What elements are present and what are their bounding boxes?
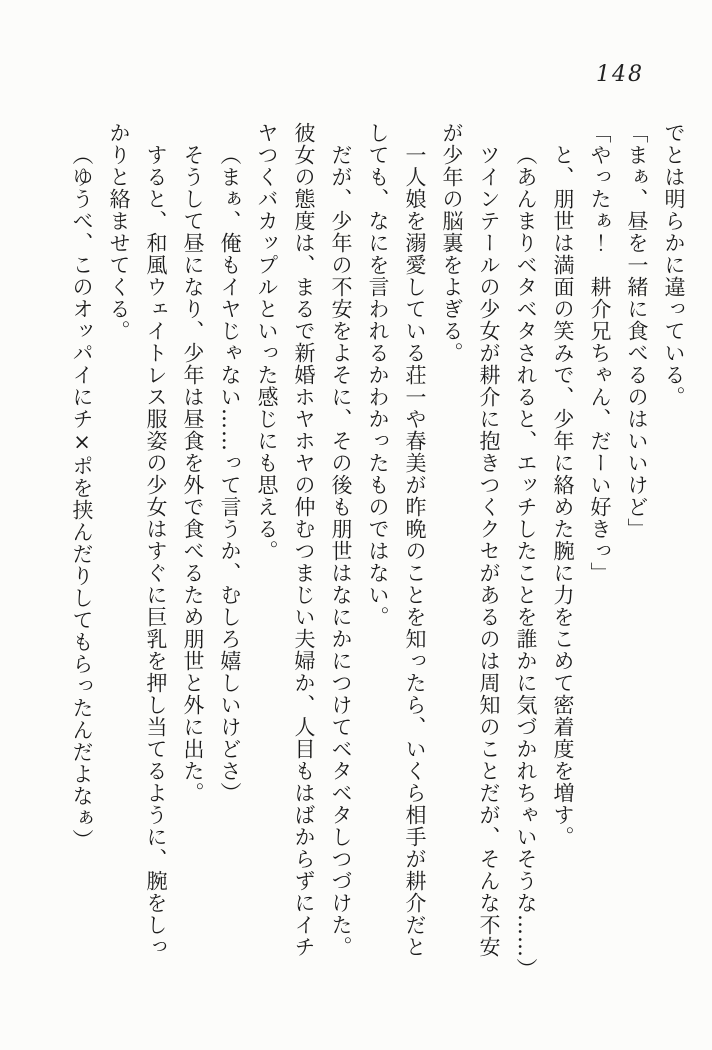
text-line: かりと絡ませてくる。 (107, 122, 131, 342)
text-line: ツインテールの少女が耕介に抱きつくクセがあるのは周知のことだが、そんな不安 (477, 144, 501, 958)
text-line: 彼女の態度は、まるで新婚ホヤホヤの仲むつまじい夫婦か、人目もはばからずにイチ (292, 122, 316, 958)
text-line: 「やったぁ！ 耕介兄ちゃん、だーい好きっ」 (588, 122, 612, 584)
page-text-block (63, 122, 692, 984)
text-line: でとは明らかに違っている。 (662, 122, 686, 408)
text-line: だが、少年の不安をよそに、その後も朋世はなにかにつけてベタベタしつづけた。 (329, 144, 353, 958)
text-line: しても、なにを言われるかわかったものではない。 (366, 122, 390, 628)
text-line: すると、和風ウェイトレス服姿の少女はすぐに巨乳を押し当てるように、腕をしっ (144, 144, 168, 958)
text-line: （まぁ、俺もイヤじゃない……って言うか、むしろ嬉しいけどさ） (218, 144, 242, 804)
text-line: （あんまりベタベタされると、エッチしたことを誰かに気づかれちゃいそうな……） (514, 144, 538, 980)
text-line: ヤつくバカップルといった感じにも思える。 (255, 122, 279, 562)
text-line: が少年の脳裏をよぎる。 (440, 122, 464, 364)
text-line: （ゆうべ、このオッパイにチ×ポを挟んだりしてもらったんだよなぁ） (70, 144, 94, 851)
text-line: と、朋世は満面の笑みで、少年に絡めた腕に力をこめて密着度を増す。 (551, 144, 575, 848)
page-number: 148 (596, 62, 644, 87)
text-line: 「まぁ、昼を一緒に食べるのはいいけど」 (625, 122, 649, 540)
text-line: 一人娘を溺愛している荘一や春美が昨晩のことを知ったら、いくら相手が耕介だと (403, 144, 427, 958)
text-line: そうして昼になり、少年は昼食を外で食べるため朋世と外に出た。 (181, 144, 205, 804)
